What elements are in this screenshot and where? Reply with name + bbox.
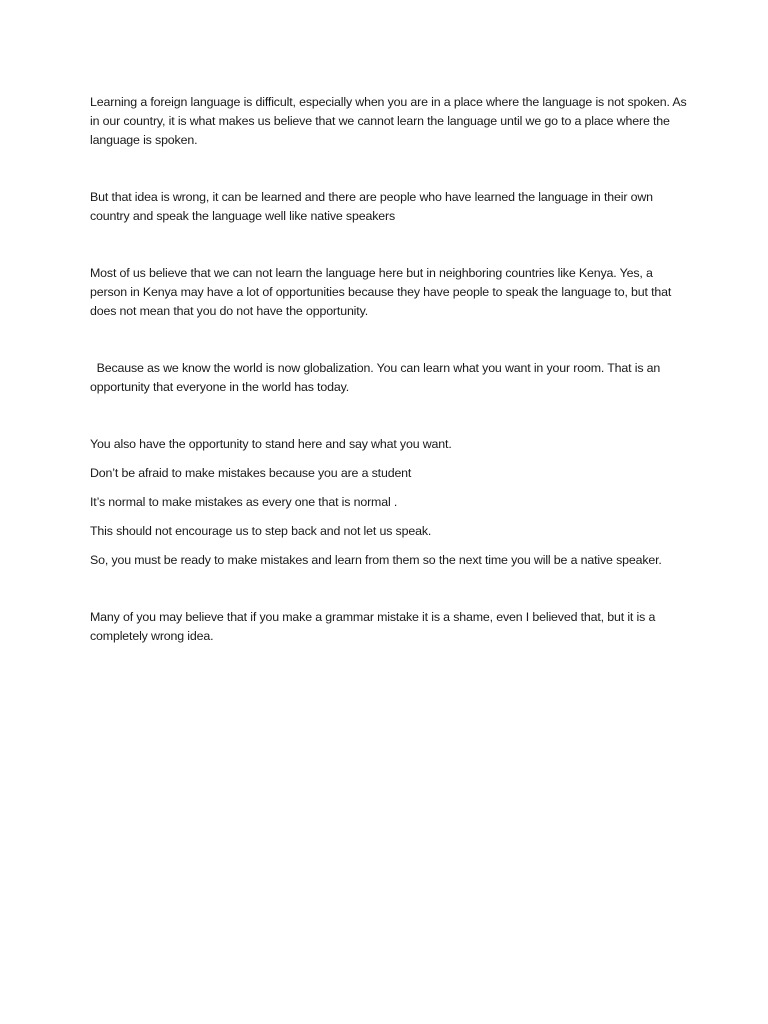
paragraph-1: Learning a foreign language is difficult, especially when you are in a place where the language is not spoken. As in our country, it is what makes us believe that we cannot learn the language until we go to a place where the language is spoken. [90,95,687,147]
paragraph-2: But that idea is wrong, it can be learned and there are people who have learned the language in their own country and speak the language well like native speakers [90,190,653,223]
line-3: It’s normal to make mistakes as every one that is normal . [90,495,398,509]
line-1: You also have the opportunity to stand here and say what you want. [90,437,452,451]
paragraph-4: Because as we know the world is now globalization. You can learn what you want in your room. That is an opportunity that everyone in the world has today. [90,361,664,394]
document-page [90,93,690,684]
line-2: Don’t be afraid to make mistakes because you are a student [90,466,412,480]
line-4: This should not encourage us to step back and not let us speak. [90,524,432,538]
paragraph-3: Most of us believe that we can not learn the language here but in neighboring countries like Kenya. Yes, a person in Kenya may have a lot of opportunities because they have people to speak the language to, but that does not mean that you do not have the opportunity. [90,266,672,318]
line-5: So, you must be ready to make mistakes and learn from them so the next time you will be a native speaker. [90,553,662,567]
closing-paragraph: Many of you may believe that if you make a grammar mistake it is a shame, even I believed that, but it is a completely wrong idea. [90,610,656,643]
